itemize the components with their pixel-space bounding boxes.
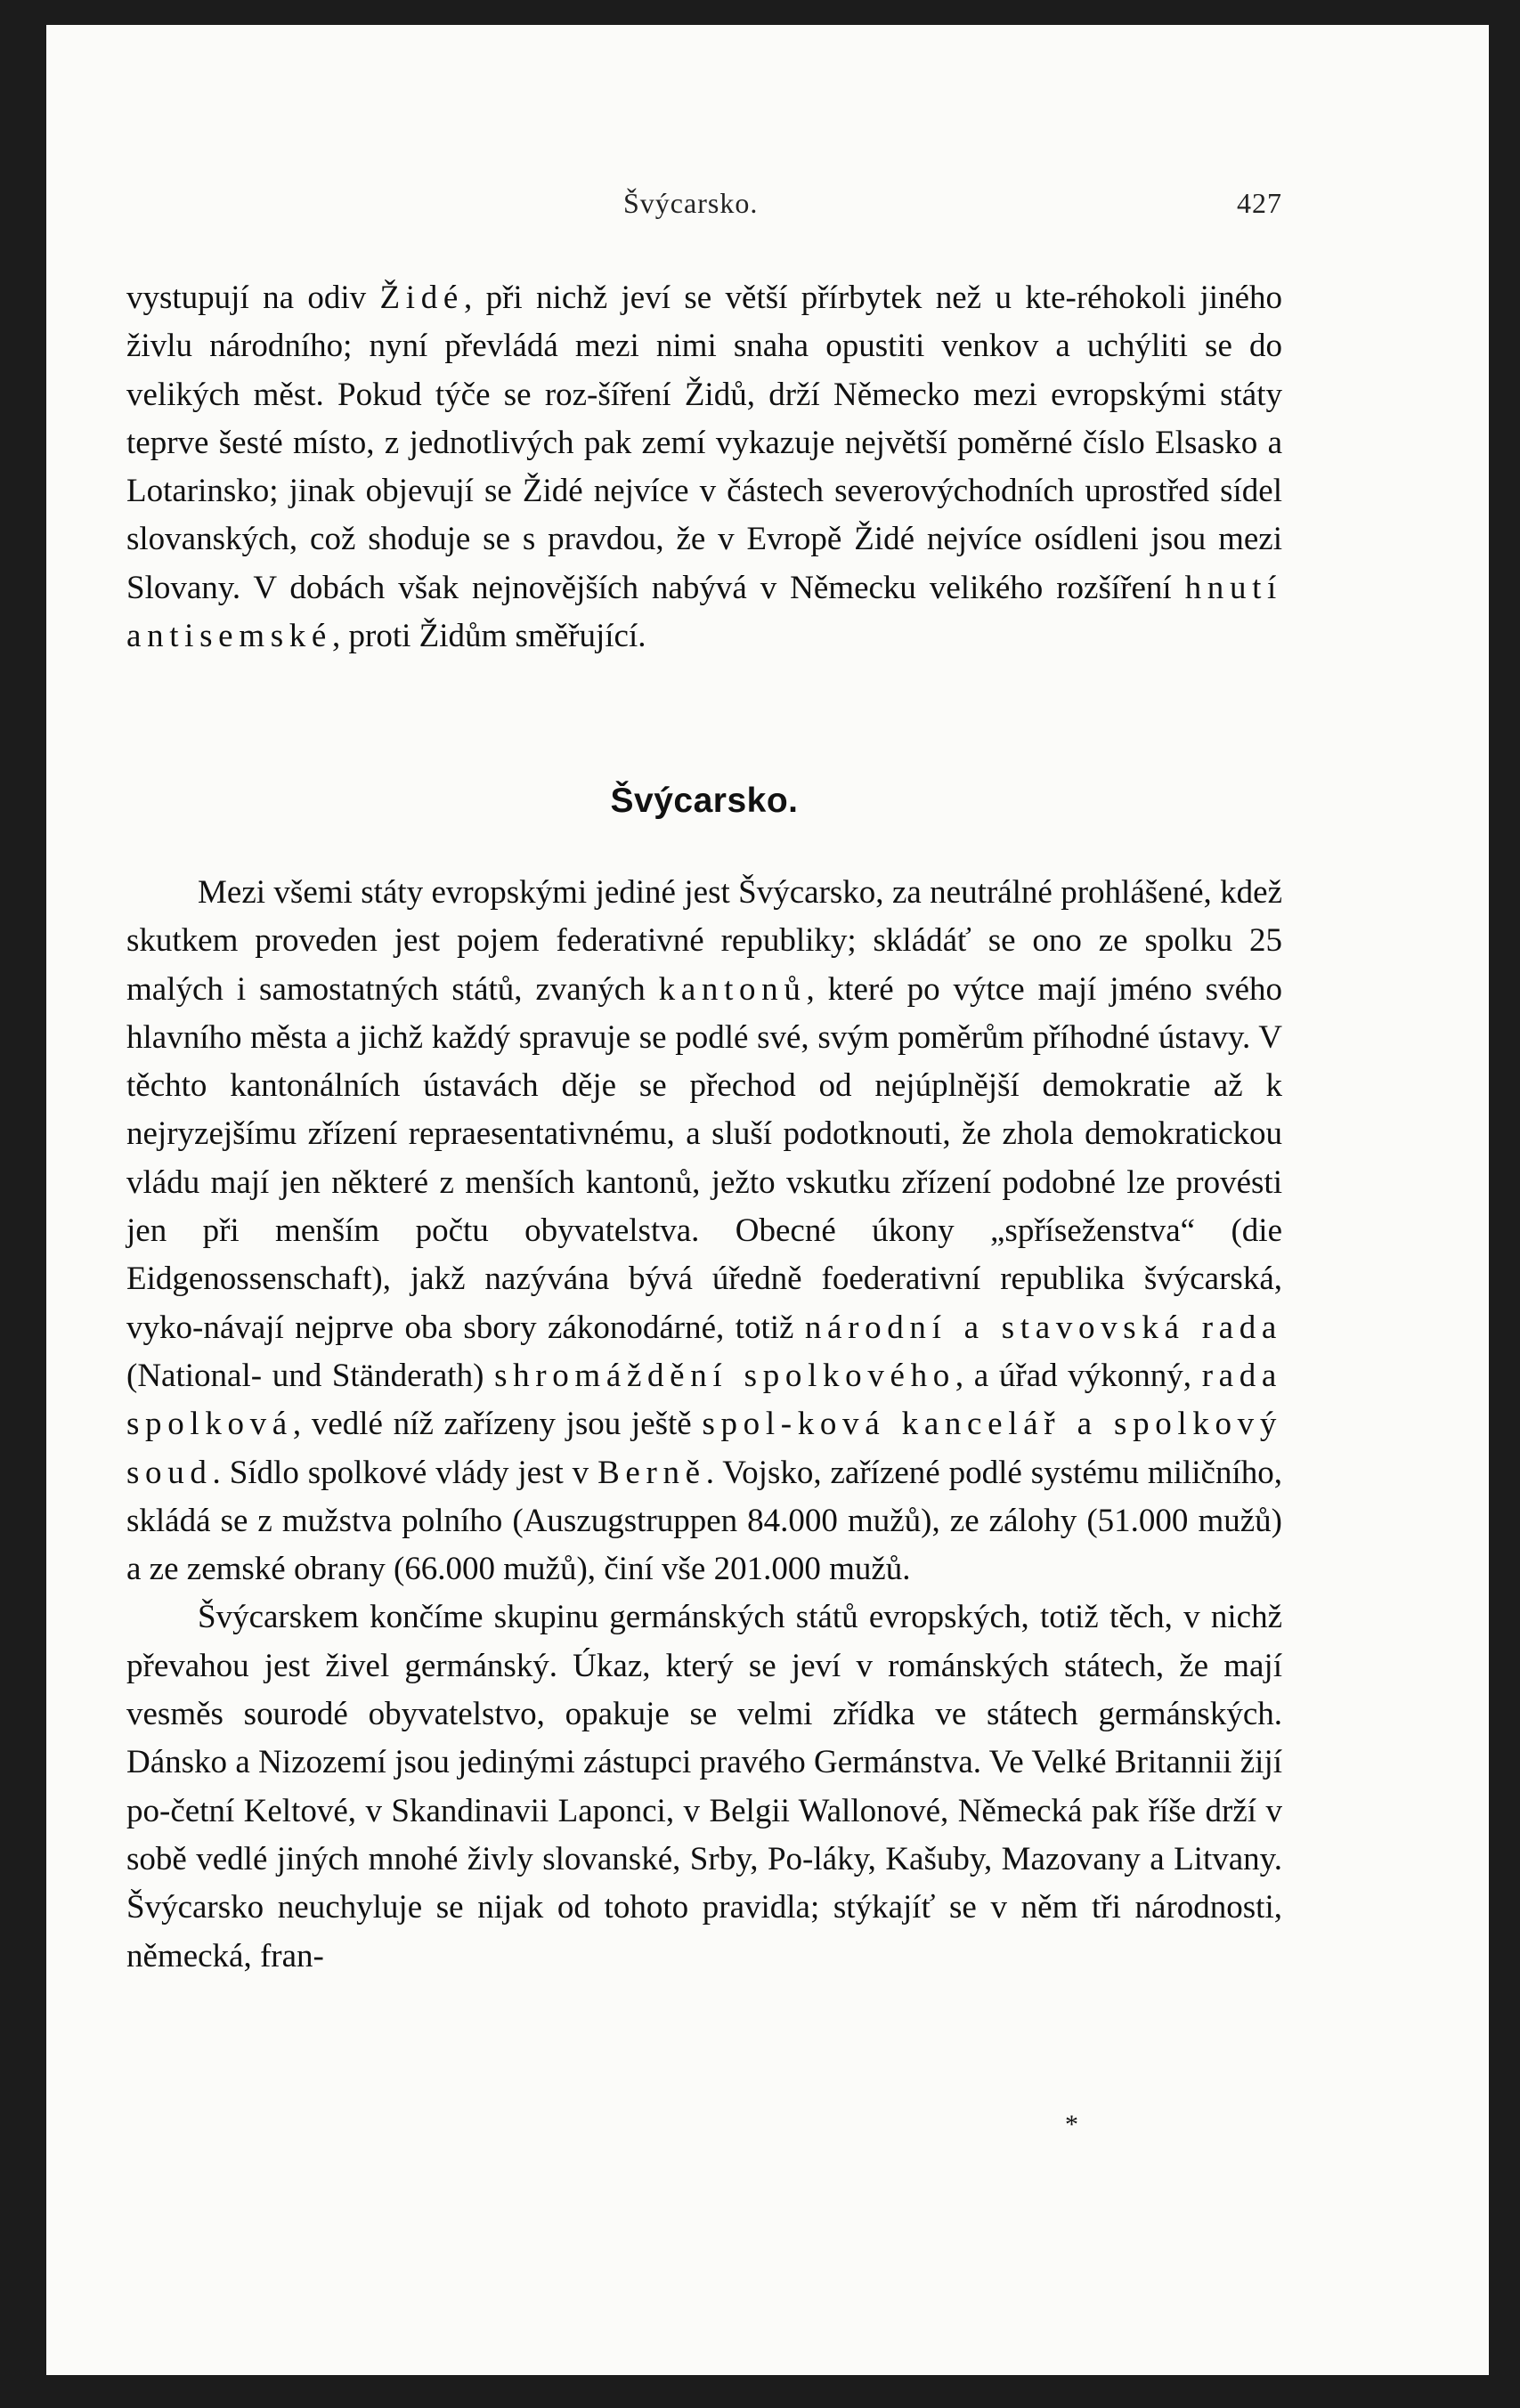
text-span: , které po výtce mají jméno svého hlavního města a jichž každý spravuje se podlé své, svým poměrům příhodné ústavy. V těchto kantonálních ústavách děje se přechod od nejúplnější demokratie až k nejryzejšímu zřízení repraesentativnému, a sluší podotknouti, že zhola demokratickou vládu mají jen některé z menších kantonů, ježto vskutku zřízení podobné lze provésti jen při menším počtu obyvatelstva. Obecné úkony „spříseženstva“ (die Eidgenossenschaft), jakž nazývána bývá úředně foederativní republika švýcarská, vyko-návají nejprve oba sbory zákonodárné, totiž (126, 970, 1282, 1346)
paragraph-zide (126, 274, 1282, 661)
text-span: . Sídlo spolkové vlády jest v (212, 1454, 598, 1491)
spaced-emphasis: spol-ková kancelář a spolkový soud (126, 1406, 1282, 1491)
spaced-emphasis: hnutí antisemské (126, 569, 1282, 655)
spaced-emphasis: kantonů (658, 970, 807, 1008)
text-span: , při nichž jeví se větší přírbytek než u kte-réhokoli jiného živlu národního; nyní převládá mezi nimi snaha opustiti venkov a uchýliti se do velikých měst. Pokud týče se roz-šíření Židů, drží Německo mezi evropskými státy teprve šesté místo, z jednotlivých pak zemí vykazuje největší poměrné číslo Elsasko a Lotarinsko; jinak objevují se Židé nejvíce v částech severovýchodních uprostřed sídel slovanských, což shoduje se s pravdou, že v Evropě Židé nejvíce osídleni jsou mezi Slovany. V dobách však nejnovějších nabývá v Německu velikého rozšíření (126, 280, 1282, 606)
paragraph-germanic-states: Švýcarskem končíme skupinu germánských států evropských, totiž těch, v nichž převahou jest živel germánský. Úkaz, který se jeví v románských státech, že mají vesměs sourodé obyvatelstvo, opakuje se velmi zřídka ve státech germánských. Dánsko a Nizozemí jsou jedinými zástupci pravého Germánstva. Ve Velké Britannii žijí po-četní Keltové, v Skandinavii Laponci, v Belgii Wallonové, Německá pak říše drží v sobě vedlé jiných mnohé živly slovanské, Srby, Po-láky, Kašuby, Mazovany a Litvany. Švýcarsko neuchyluje se nijak od tohoto pravidla; stýkajíť se v něm tři národnosti, německá, fran- (126, 1599, 1282, 1974)
text-span: (National- und Ständerath) (126, 1357, 495, 1394)
spaced-emphasis: shromáždění spolkového (494, 1357, 955, 1394)
text-span: Mezi všemi státy evropskými jediné jest Švýcarsko, za neutrálné prohlášené, kdež skutkem proveden jest pojem federativné republiky; skládáť se ono ze spolku 25 malých i samostatných států, zvaných (126, 874, 1282, 1008)
text-span: , proti Židům směřující. (332, 618, 646, 655)
text-span: , a úřad výkonný, (955, 1357, 1202, 1394)
page-number: 427 (1237, 187, 1282, 219)
section-heading: Švýcarsko. (610, 782, 799, 820)
spaced-emphasis: rada spolková (126, 1357, 1282, 1443)
footer-mark: * (1065, 2110, 1078, 2139)
paragraph-svycarsko-main (126, 869, 1282, 1981)
text-span: , vedlé níž zařízeny jsou ještě (292, 1406, 703, 1443)
spaced-emphasis: Berně (597, 1454, 706, 1491)
text-span: vystupují na odiv (126, 280, 380, 316)
spaced-emphasis: Židé (379, 280, 464, 316)
text-span: . Vojsko, zařízené podlé systému miličního, skládá se z mužstva polního (Auszugstruppen 84.000 mužů), ze zálohy (51.000 mužů) a ze zemské obrany (66.000 mužů), činí vše 201.000 mužů. (126, 1454, 1282, 1588)
spaced-emphasis: národní a stavovská rada (804, 1309, 1282, 1346)
running-title: Švýcarsko. (623, 187, 759, 219)
